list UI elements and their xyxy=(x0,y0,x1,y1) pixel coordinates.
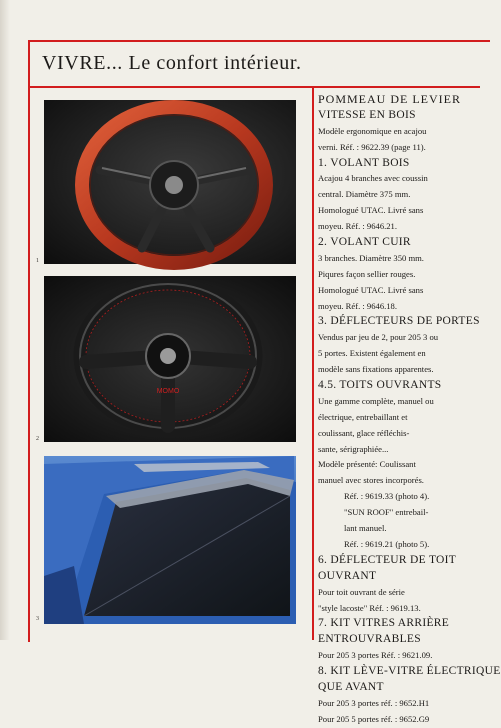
body-text-line: 3 branches. Diamètre 350 mm. xyxy=(318,252,424,263)
section-heading: POMMEAU DE LEVIER xyxy=(318,92,461,106)
body-text-line: Piqures façon sellier rouges. xyxy=(318,268,416,279)
body-text-line: Vendus par jeu de 2, pour 205 3 ou xyxy=(318,332,439,343)
body-text-line: Pour toit ouvrant de série xyxy=(318,586,405,597)
section-heading: 7. KIT VITRES ARRIÈRE xyxy=(318,617,450,630)
photo-window-deflector xyxy=(44,456,296,624)
body-text-line: central. Diamètre 375 mm. xyxy=(318,189,411,200)
body-text-line: Réf. : 9619.21 (photo 5). xyxy=(344,538,430,549)
photo-leather-steering-wheel xyxy=(44,276,296,442)
section-heading: 2. VOLANT CUIR xyxy=(318,236,411,249)
page-title: VIVRE... Le confort intérieur. xyxy=(42,52,302,74)
body-text-line: lant manuel. xyxy=(344,523,387,534)
section-heading: 3. DÉFLECTEURS DE PORTES xyxy=(318,315,480,328)
body-text-line: Pour 205 3 portes Réf. : 9621.09. xyxy=(318,650,433,661)
body-text-line: sante, sérigraphiée... xyxy=(318,443,389,454)
body-text-line: Une gamme complète, manuel ou xyxy=(318,395,434,406)
section-heading: QUE AVANT xyxy=(318,680,384,693)
body-text-line: Homologué UTAC. Livré sans xyxy=(318,205,424,216)
section-heading: ENTROUVRABLES xyxy=(318,633,421,646)
body-text-line: Modèle ergonomique en acajou xyxy=(318,125,427,136)
body-text-line: 5 portes. Existent également en xyxy=(318,348,426,359)
body-text-line: Pour 205 3 portes réf. : 9652.H1 xyxy=(318,697,430,708)
title-underline xyxy=(28,86,480,88)
body-text-line: Pour 205 5 portes réf. : 9652.G9 xyxy=(318,713,430,724)
photo-number-2: 2 xyxy=(36,436,39,442)
body-text-line: moyeu. Réf. : 9646.18. xyxy=(318,300,398,311)
body-text-line: Homologué UTAC. Livré sans xyxy=(318,284,424,295)
product-description-column xyxy=(318,92,501,724)
column-divider xyxy=(312,88,314,640)
section-heading: VITESSE EN BOIS xyxy=(318,108,416,121)
photo-wooden-steering-wheel xyxy=(44,100,296,264)
body-text-line: Réf. : 9619.33 (photo 4). xyxy=(344,491,430,502)
body-text-line: verni. Réf. : 9622.39 (page 11). xyxy=(318,141,426,152)
section-heading: 8. KIT LÈVE-VITRE ÉLECTRIQUE xyxy=(318,665,501,678)
body-text-line: Acajou 4 branches avec coussin xyxy=(318,173,428,184)
section-heading: OUVRANT xyxy=(318,569,377,582)
body-text-line: moyeu. Réf. : 9646.21. xyxy=(318,221,398,232)
section-heading: 1. VOLANT BOIS xyxy=(318,156,410,169)
body-text-line: manuel avec stores incorporés. xyxy=(318,475,424,486)
section-heading: 4.5. TOITS OUVRANTS xyxy=(318,379,442,392)
body-text-line: modèle sans fixations apparentes. xyxy=(318,364,434,375)
momo-logo: MOMO xyxy=(156,388,180,395)
page-gutter-shadow xyxy=(0,0,10,640)
body-text-line: Modèle présenté: Coulissant xyxy=(318,459,416,470)
body-text-line: "style lacoste" Réf. : 9619.13. xyxy=(318,602,421,613)
body-text-line: "SUN ROOF" entrebail- xyxy=(344,507,429,518)
photo-number-3: 3 xyxy=(36,616,39,622)
photo-number-1: 1 xyxy=(36,258,39,264)
body-text-line: électrique, entrebaillant et xyxy=(318,411,408,422)
section-heading: 6. DÉFLECTEUR DE TOIT xyxy=(318,553,457,566)
body-text-line: coulissant, glace réfléchis- xyxy=(318,427,410,438)
